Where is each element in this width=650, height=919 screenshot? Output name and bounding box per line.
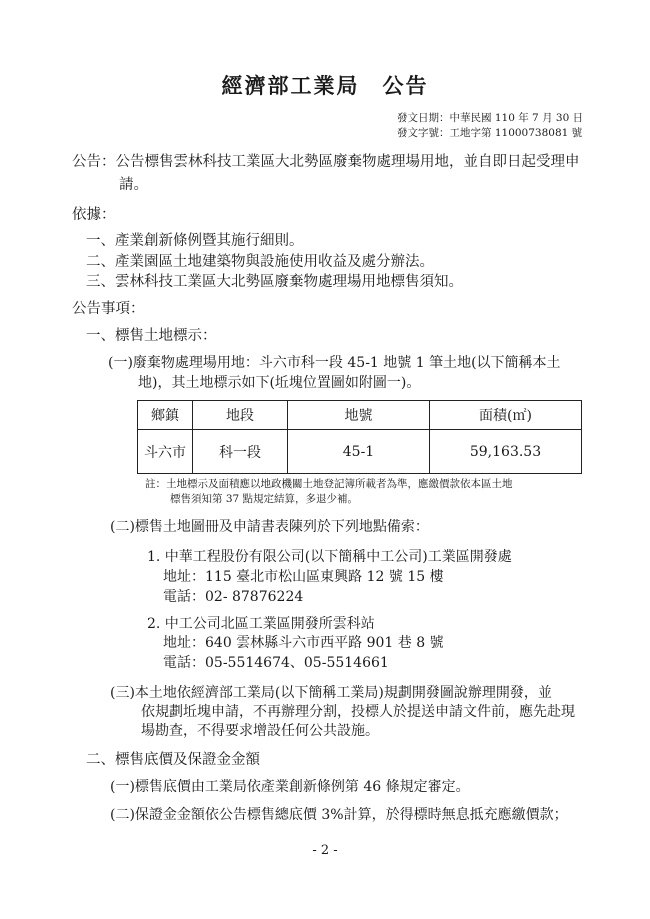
basis-item-1: 一、產業創新條例暨其施行細則。: [86, 233, 304, 249]
section-1-heading: 一、標售土地標示：: [86, 328, 217, 344]
announcement-line-1: 公告：公告標售雲林科技工業區大北勢區廢棄物處理場用地，並自即日起受理申: [72, 154, 580, 170]
page-number: - 2 -: [312, 843, 338, 858]
basis-heading: 依據：: [72, 207, 116, 223]
table-row: [138, 430, 582, 474]
section-1-sub2-heading: (二)標售土地圖冊及申請書表陳列於下列地點備索：: [110, 519, 429, 535]
document-number: 發文字號：工地字第 11000738081 號: [397, 127, 583, 139]
table-cell: 斗六市: [138, 430, 193, 474]
section-1-sub3-line-3: 場勘查，不得要求增設任何公共設施。: [141, 723, 379, 739]
table-header-cell: 面積(㎡): [430, 401, 582, 430]
section-2-sub2: (二)保證金金額依公告標售總底價 3%計算，於得標時無息抵充應繳價款；: [110, 807, 568, 823]
section-1-sub3-line-2: 依規劃坵塊申請，不再辦理分割，投標人於提送申請文件前，應先赴現: [141, 704, 575, 720]
section-2-sub1: (一)標售底價由工業局依產業創新條例第 46 條規定審定。: [110, 779, 470, 795]
location-2-phone: 電話：05-5514674、05-5514661: [163, 655, 389, 671]
table-cell: 59,163.53: [430, 430, 582, 474]
basis-item-2: 二、產業園區土地建築物與設施使用收益及處分辦法。: [86, 254, 434, 270]
location-2-address: 地址：640 雲林縣斗六市西平路 901 巷 8 號: [163, 635, 444, 651]
document-title: 經濟部工業局 公告: [221, 73, 429, 98]
section-1-sub1-line-1: (一)廢棄物處理場用地：斗六市科一段 45-1 地號 1 筆土地(以下簡稱本土: [108, 355, 561, 371]
table-header-cell: 鄉鎮: [138, 401, 193, 430]
section-1-sub1-line-2: 地)，其土地標示如下(坵塊位置圖如附圖一)。: [138, 375, 421, 391]
issue-date: 發文日期：中華民國 110 年 7 月 30 日: [397, 112, 584, 124]
table-header-cell: 地號: [288, 401, 430, 430]
table-cell: 45-1: [288, 430, 430, 474]
table-cell: 科一段: [193, 430, 288, 474]
matters-heading: 公告事項：: [72, 301, 145, 317]
basis-item-3: 三、雲林科技工業區大北勢區廢棄物處理場用地標售須知。: [86, 274, 463, 290]
location-1-name: 1. 中華工程股份有限公司(以下簡稱中工公司)工業區開發處: [147, 549, 512, 565]
table-note-line-1: 註：土地標示及面積應以地政機關土地登記簿所載者為準，應繳價款依本區土地: [145, 478, 513, 490]
location-1-phone: 電話：02- 87876224: [163, 589, 304, 605]
section-1-sub3-line-1: (三)本土地依經濟部工業局(以下簡稱工業局)規劃開發圖說辦理開發，並: [110, 685, 552, 701]
announcement-line-2: 請。: [119, 177, 148, 193]
land-table: [137, 400, 582, 474]
table-header-cell: 地段: [193, 401, 288, 430]
table-header-row: [138, 401, 582, 430]
table-note-line-2: 標售須知第 37 點規定結算，多退少補。: [170, 493, 359, 505]
location-1-address: 地址：115 臺北市松山區東興路 12 號 15 樓: [163, 569, 444, 585]
location-2-name: 2. 中工公司北區工業區開發所雲科站: [147, 616, 375, 632]
section-2-heading: 二、標售底價及保證金金額: [86, 752, 260, 768]
